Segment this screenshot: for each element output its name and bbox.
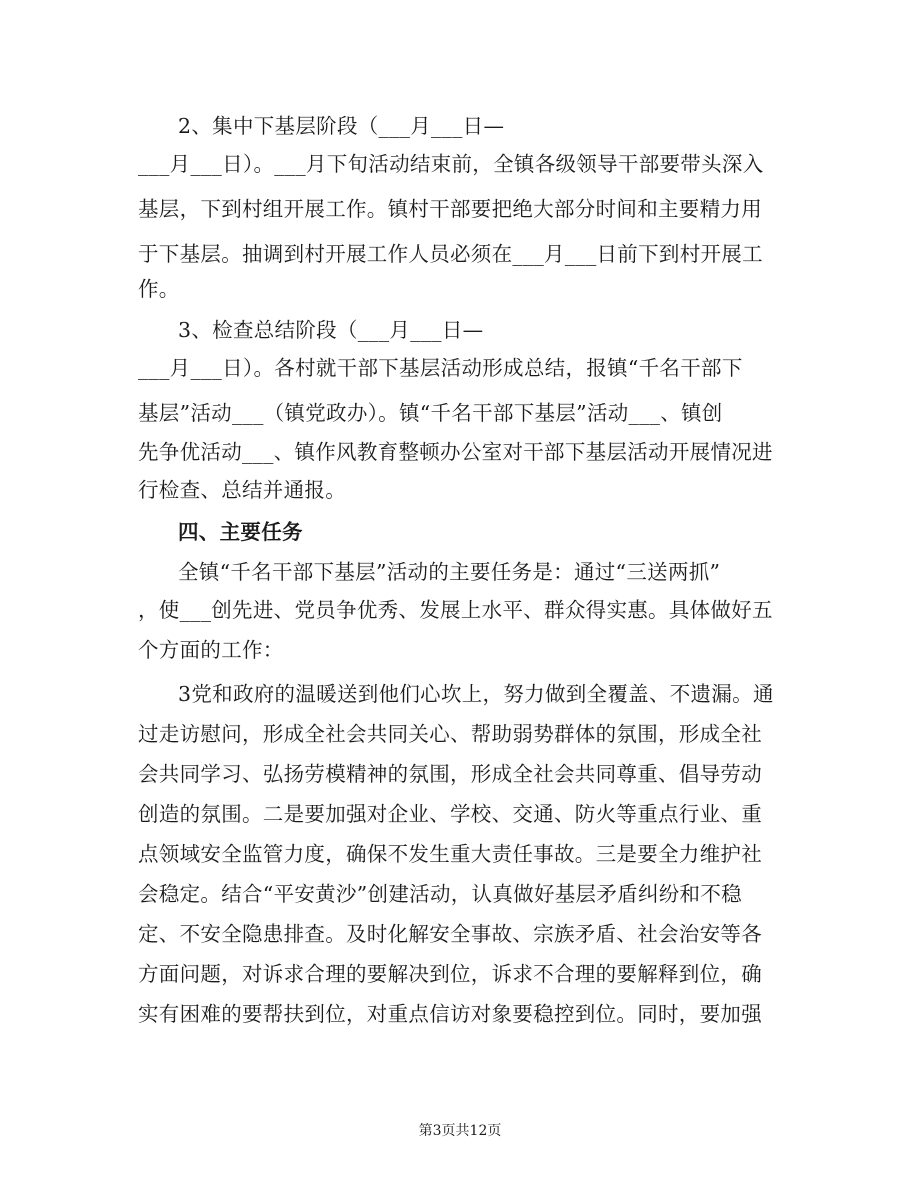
text-line: 全镇“千名干部下基层”活动的主要任务是：通过“三送两抓” — [178, 560, 721, 584]
text-line: 3党和政府的温暖送到他们心坎上，努力做到全覆盖、不遗漏。通 — [178, 682, 774, 706]
text-line: ___月___日）。各村就干部下基层活动形成总结，报镇“千名干部下 — [138, 356, 743, 380]
text-line: 会稳定。结合“平安黄沙”创建活动，认真做好基层矛盾纠纷和不稳 — [138, 882, 742, 906]
text-line: 基层”活动___（镇党政办）。镇“千名干部下基层”活动___、镇创 — [138, 401, 723, 425]
text-line: 创造的氛围。二是要加强对企业、学校、交通、防火等重点行业、重 — [138, 802, 762, 826]
text-line: 实有困难的要帮扶到位，对重点信访对象要稳控到位。同时，要加强 — [138, 1002, 762, 1026]
text-line: 3、检查总结阶段（___月___日— — [178, 318, 484, 342]
text-line: 个方面的工作： — [138, 638, 284, 662]
text-line: 于下基层。抽调到村开展工作人员必须在___月___日前下到村开展工 — [138, 242, 763, 266]
text-line: 定、不安全隐患排查。及时化解安全事故、宗族矛盾、社会治安等各 — [138, 922, 762, 946]
text-line: 2、集中下基层阶段（___月___日— — [178, 114, 505, 138]
text-line: ___月___日）。___月下旬活动结束前，全镇各级领导干部要带头深入 — [138, 152, 764, 176]
text-line: 方面问题，对诉求合理的要解决到位，诉求不合理的要解释到位，确 — [138, 962, 762, 986]
section-heading: 四、主要任务 — [178, 520, 303, 544]
text-line: 点领域安全监管力度，确保不发生重大责任事故。三是要全力维护社 — [138, 842, 762, 866]
text-line: 作。 — [138, 277, 180, 301]
text-line: 过走访慰问，形成全社会共同关心、帮助弱势群体的氛围，形成全社 — [138, 722, 762, 746]
text-line: ，使___创先进、党员争优秀、发展上水平、群众得实惠。具体做好五 — [138, 598, 773, 622]
text-line: 会共同学习、弘扬劳模精神的氛围，形成全社会共同尊重、倡导劳动 — [138, 762, 762, 786]
text-line: 行检查、总结并通报。 — [138, 478, 346, 502]
page-number: 第3页共12页 — [418, 1123, 502, 1139]
text-line: 先争优活动___、镇作风教育整顿办公室对干部下基层活动开展情况进 — [138, 440, 773, 464]
text-line: 基层，下到村组开展工作。镇村干部要把绝大部分时间和主要精力用 — [138, 197, 762, 221]
